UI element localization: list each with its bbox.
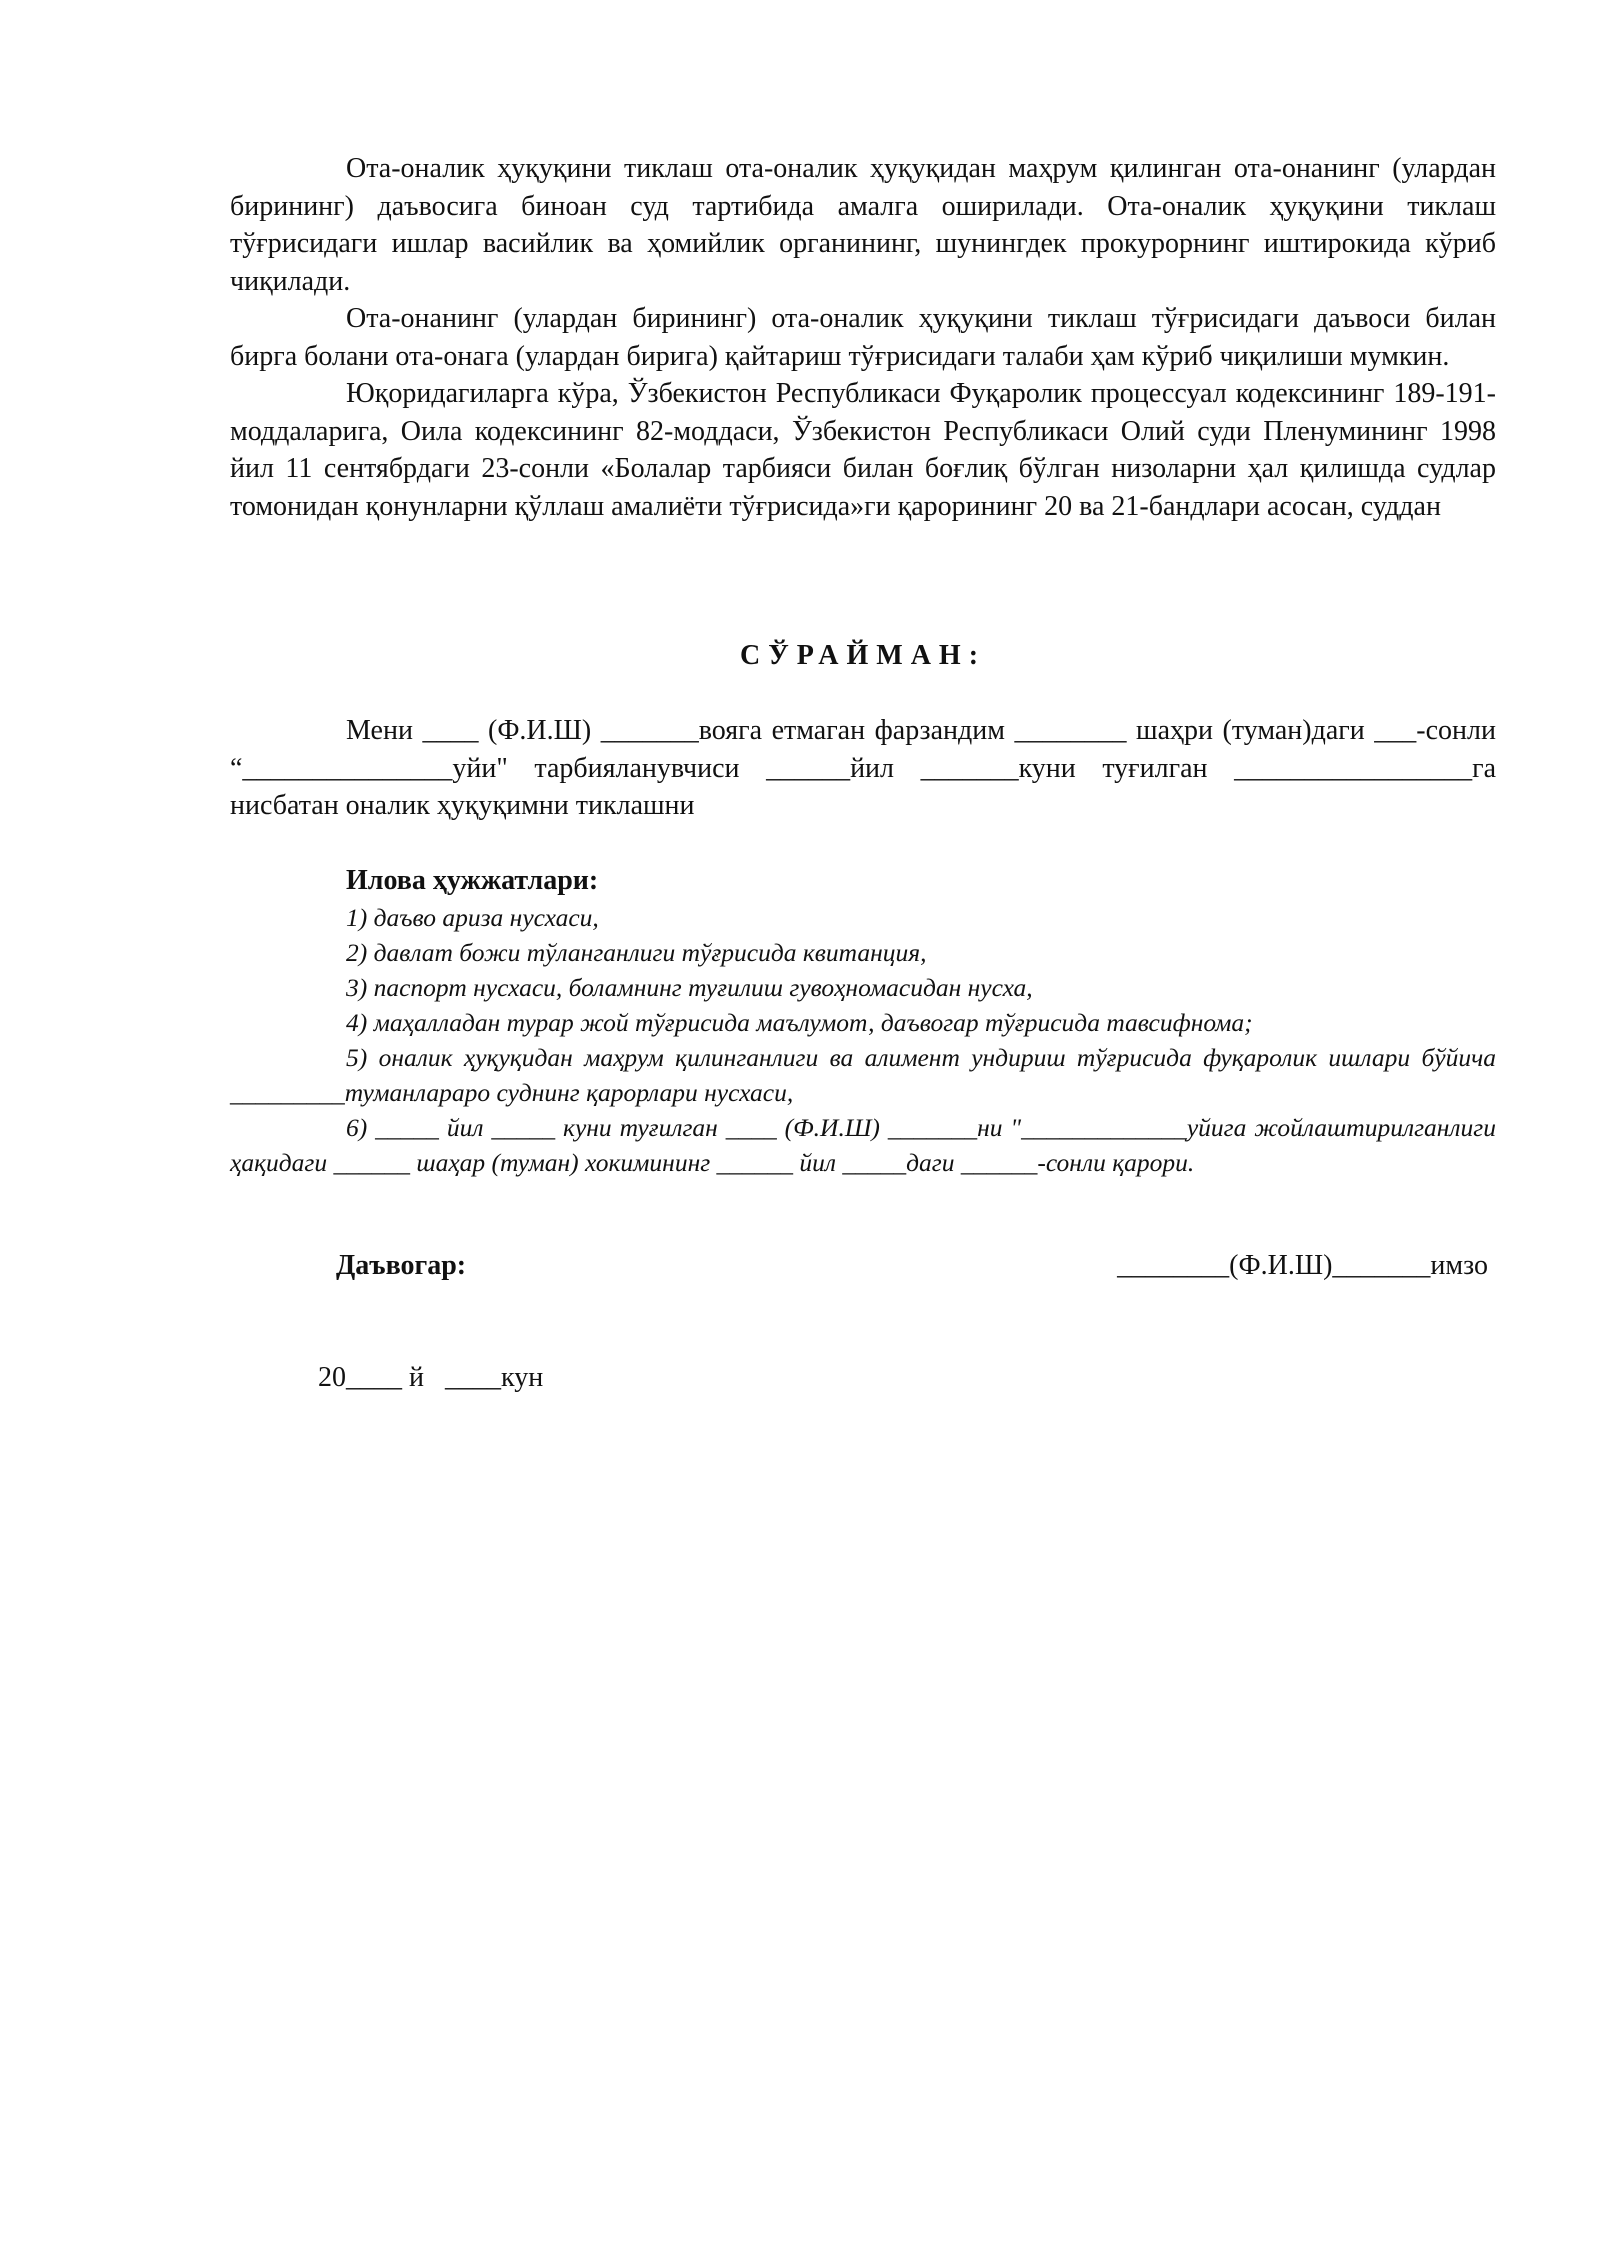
date-line: 20____ й ____кун <box>318 1362 544 1393</box>
attachment-item-3: 3) паспорт нусхаси, боламнинг туғилиш гувоҳномасидан нусха, <box>346 973 1033 1002</box>
request-heading: СЎРАЙМАН: <box>739 640 987 671</box>
attachment-item-4: 4) маҳалладан турар жой тўғрисида маълумот, даъвогар тўғрисида тавсифнома; <box>346 1008 1253 1037</box>
attachment-item-1: 1) даъво ариза нусхаси, <box>346 903 599 932</box>
signature-line: ________(Ф.И.Ш)_______имзо <box>1117 1250 1488 1281</box>
attachments-title: Илова ҳужжатлари: <box>346 865 599 896</box>
plaintiff-label: Даъвогар: <box>336 1250 467 1281</box>
request-section <box>230 712 1496 825</box>
attachment-item-5: 5) оналик ҳуқуқидан маҳрум қилинганлиги ва алимент ундириш тўғрисида фуқаролик ишлари бўйича _________туманлараро суднинг қарорлари нусхаси, <box>230 1043 1496 1107</box>
intro-text <box>230 150 1496 525</box>
paragraph-3: Юқоридагиларга кўра, Ўзбекистон Республикаси Фуқаролик процессуал кодексининг 189-191-моддаларига, Оила кодексининг 82-моддаси, Ўзбекистон Республикаси Олий суди Пленумининг 1998 йил 11 сентябрдаги 23-сонли «Болалар тарбияси билан боғлиқ бўлган низоларни ҳал қилишда судлар томонидан қонунларни қўллаш амалиёти тўғрисида»ги қарорининг 20 ва 21-бандлари асосан, суддан <box>230 378 1496 522</box>
attachment-item-6: 6) _____ йил _____ куни туғилган ____ (Ф.И.Ш) _______ни "_____________уйига жойлаштирилганлиги ҳақидаги ______ шаҳар (туман) хокимининг ______ йил _____даги ______-сонли қарори. <box>230 1113 1496 1177</box>
paragraph-1: Ота-оналик ҳуқуқини тиклаш ота-оналик ҳуқуқидан маҳрум қилинган ота-онанинг (улардан бирининг) даъвосига биноан суд тартибида амалга оширилади. Ота-оналик ҳуқуқини тиклаш тўғрисидаги ишлар васийлик ва ҳомийлик органининг, шунингдек прокурорнинг иштирокида кўриб чиқилади. <box>230 153 1496 297</box>
paragraph-2: Ота-онанинг (улардан бирининг) ота-оналик ҳуқуқини тиклаш тўғрисидаги даъвоси билан бирга болани ота-онага (улардан бирига) қайтариш тўғрисидаги талаби ҳам кўриб чиқилиши мумкин. <box>230 303 1496 372</box>
attachment-item-2: 2) давлат божи тўланганлиги тўғрисида квитанция, <box>346 938 927 967</box>
attachments-list <box>230 900 1496 1180</box>
request-text: Мени ____ (Ф.И.Ш) _______вояга етмаган фарзандим ________ шаҳри (туман)даги ___-сонли “_______________уйи" тарбияланувчиси ______йил _______куни туғилган _________________га нисбатан оналик ҳуқуқимни тиклашни <box>230 715 1496 821</box>
